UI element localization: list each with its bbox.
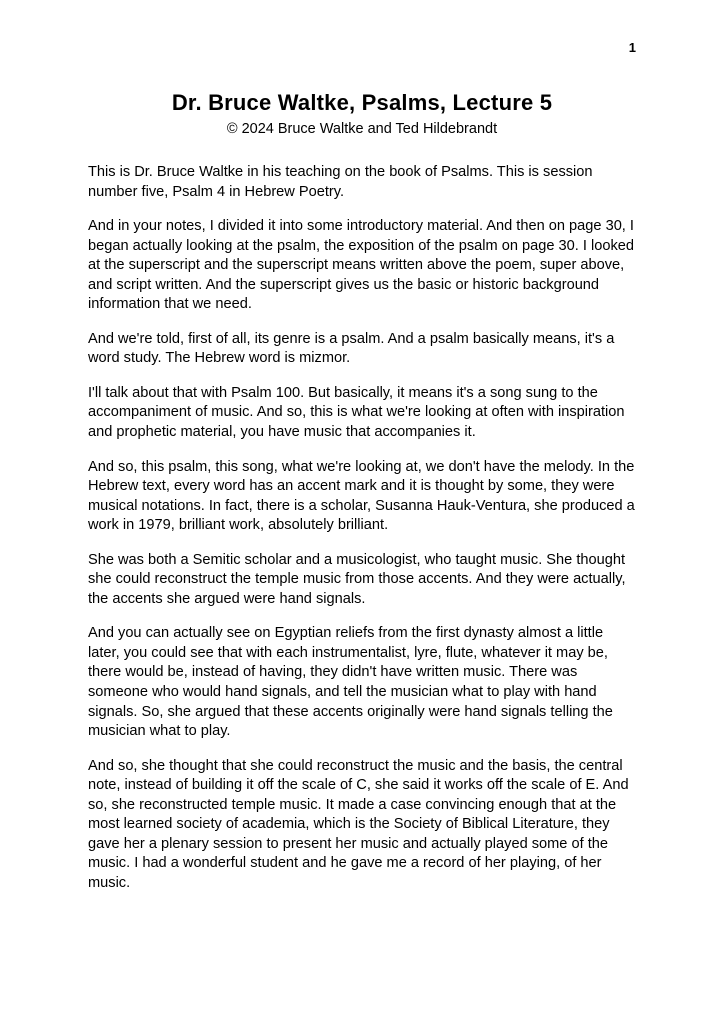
page-number: 1 [628, 40, 636, 55]
document-body [88, 163, 638, 894]
paragraph: And so, this psalm, this song, what we're looking at, we don't have the melody. In the Hebrew text, every word has an accent mark and it is thought by some, they were musical notations. In fact, there is a scholar, Susanna Hauk-Ventura, she produced a work in 1979, brilliant work, absolutely brilliant. [88, 458, 635, 534]
paragraph: This is Dr. Bruce Waltke in his teaching on the book of Psalms. This is session number five, Psalm 4 in Hebrew Poetry. [88, 164, 593, 200]
paragraph: And we're told, first of all, its genre is a psalm. And a psalm basically means, it's a word study. The Hebrew word is mizmor. [88, 330, 615, 367]
paragraph: I'll talk about that with Psalm 100. But basically, it means it's a song sung to the accompaniment of music. And so, this is what we're looking at often with inspiration and prophetic material, you have music that accompanies it. [88, 384, 625, 441]
paragraph: And so, she thought that she could reconstruct the music and the basis, the central note, instead of building it off the scale of C, she said it works off the scale of E. And so, she reconstructed temple music. It made a case convincing enough that at the most learned society of academia, which is the Society of Biblical Literature, they gave her a plenary session to present her music and actually played some of the music. I had a wonderful student and he gave me a record of her playing, of her music. [88, 757, 629, 891]
document-header [0, 0, 724, 137]
page-title: Dr. Bruce Waltke, Psalms, Lecture 5 [171, 90, 553, 115]
paragraph: And you can actually see on Egyptian reliefs from the first dynasty almost a little later, you could see that with each instrumentalist, lyre, flute, whatever it may be, there would be, instead of having, they didn't have written music. There was someone who would hand signals, and tell the musician what to play with hand signals. So, she argued that these accents originally were hand signals telling the musician what to play. [88, 625, 613, 740]
copyright-line: © 2024 Bruce Waltke and Ted Hildebrandt [226, 121, 498, 137]
paragraph: She was both a Semitic scholar and a musicologist, who taught music. She thought she could reconstruct the temple music from those accents. And they were actually, the accents she argued were hand signals. [88, 551, 626, 607]
paragraph: And in your notes, I divided it into some introductory material. And then on page 30, I began actually looking at the psalm, the exposition of the psalm on page 30. I looked at the superscript and the superscript means written above the poem, super above, and script written. And the superscript gives us the basic or historic background information that we need. [88, 218, 635, 313]
